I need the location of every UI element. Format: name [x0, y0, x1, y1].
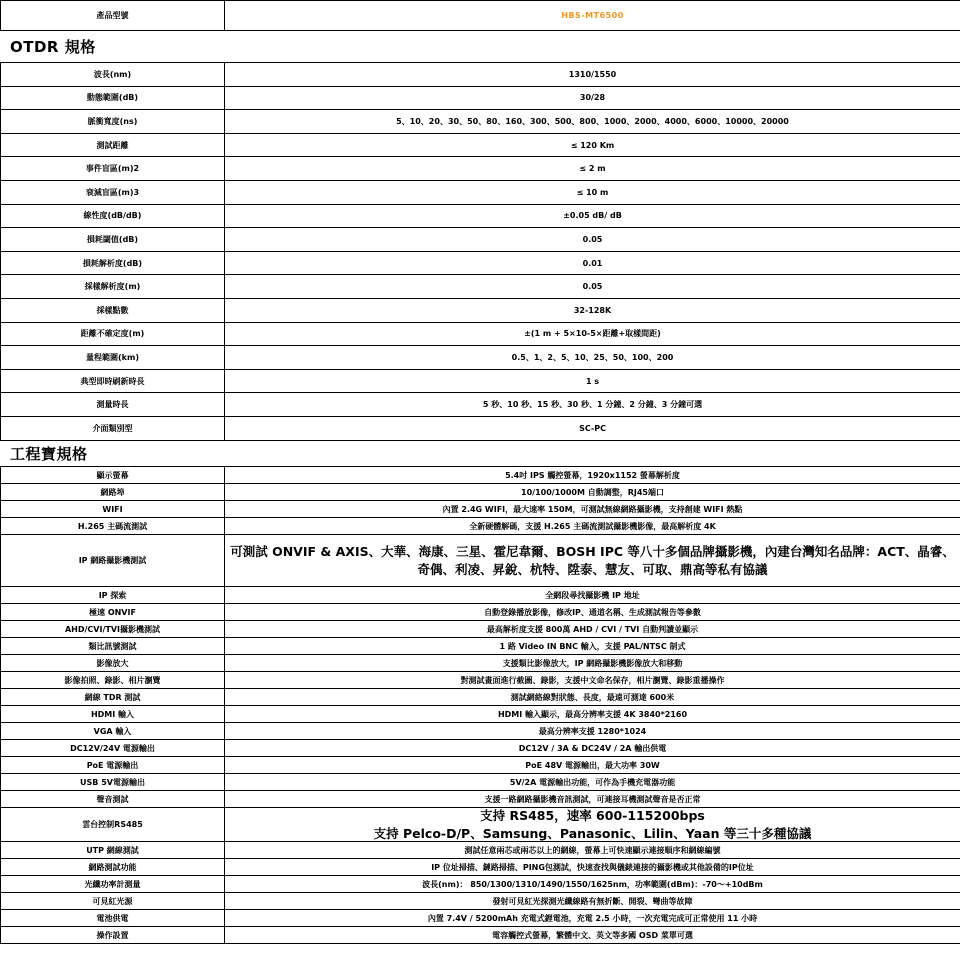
spec-value: 內置 2.4G WIFI，最大速率 150M，可測試無線網路攝影機，支持創建 WIFI 熱點: [224, 500, 960, 518]
spec-value: 可測試 ONVIF & AXIS、大華、海康、三星、霍尼韋爾、BOSH IPC 等八十多個品牌攝影機，內建台灣知名品牌：ACT、晶睿、奇偶、利凌、昇銳、杭特、陞泰、慧友、可取、鼎高等私有協議: [224, 534, 960, 587]
spec-label: 脈衝寬度(ns): [0, 109, 225, 134]
spec-label: 事件盲區(m)2: [0, 156, 225, 181]
spec-label: 類比訊號測試: [0, 637, 225, 655]
spec-row: [0, 926, 960, 943]
spec-row: [0, 180, 960, 204]
spec-label: IP 網路攝影機測試: [0, 534, 225, 587]
model-row: [0, 0, 960, 30]
spec-value: 5、10、20、30、50、80、160、300、500、800、1000、2000、4000、6000、10000、20000: [224, 109, 960, 134]
spec-row: [0, 909, 960, 926]
spec-row: [0, 500, 960, 517]
spec-row: [0, 705, 960, 722]
spec-label: 影像拍照、錄影、相片瀏覽: [0, 671, 225, 689]
spec-label: PoE 電源輸出: [0, 756, 225, 774]
spec-value: 全網段尋找攝影機 IP 地址: [224, 586, 960, 604]
spec-value: 1 路 Video IN BNC 輸入，支援 PAL/NTSC 制式: [224, 637, 960, 655]
spec-value: 10/100/1000M 自動調整，RJ45端口: [224, 483, 960, 501]
spec-row: [0, 722, 960, 739]
spec-value: 0.5、1、2、5、10、25、50、100、200: [224, 345, 960, 370]
spec-value: ±(1 m + 5×10-5×距離+取樣間距): [224, 322, 960, 347]
spec-row: [0, 274, 960, 298]
spec-value: PoE 48V 電源輸出，最大功率 30W: [224, 756, 960, 774]
spec-value: 內置 7.4V / 5200mAh 充電式鋰電池，充電 2.5 小時，一次充電完成可正常使用 11 小時: [224, 909, 960, 927]
spec-value: 自動登錄播放影像，修改IP、通道名稱、生成測試報告等參數: [224, 603, 960, 621]
spec-value: DC12V / 3A & DC24V / 2A 輸出供電: [224, 739, 960, 757]
spec-row: [0, 466, 960, 483]
spec-label: 線性度(dB/dB): [0, 204, 225, 229]
spec-value: 支援類比影像放大，IP 網路攝影機影像放大和移動: [224, 654, 960, 672]
spec-row: [0, 416, 960, 440]
spec-value: [224, 807, 960, 842]
spec-label: 雲台控制RS485: [0, 807, 225, 842]
spec-label: 網路埠: [0, 483, 225, 501]
spec-label: 採樣解析度(m): [0, 274, 225, 299]
spec-row: [0, 322, 960, 346]
spec-row: [0, 133, 960, 157]
otdr-section-title: OTDR 規格: [10, 37, 96, 56]
spec-label: 聲音測試: [0, 790, 225, 808]
spec-label: HDMI 輸入: [0, 705, 225, 723]
spec-value: 支援一路網路攝影機音訊測試，可連接耳機測試聲音是否正常: [224, 790, 960, 808]
spec-label: 採樣點數: [0, 298, 225, 323]
spec-value: IP 位址掃描、鏈路掃描、PING包測試，快速查找與儀錶連接的攝影機或其他設備的IP位址: [224, 858, 960, 876]
spec-label: 操作設置: [0, 926, 225, 944]
spec-row: [0, 790, 960, 807]
spec-label: 測試距離: [0, 133, 225, 158]
spec-label: AHD/CVI/TVI攝影機測試: [0, 620, 225, 638]
spec-label: 光纖功率計測量: [0, 875, 225, 893]
spec-value: ≤ 2 m: [224, 156, 960, 181]
spec-label: DC12V/24V 電源輸出: [0, 739, 225, 757]
spec-label: 網線 TDR 測試: [0, 688, 225, 706]
spec-label: H.265 主碼流測試: [0, 517, 225, 535]
spec-row: [0, 534, 960, 586]
spec-label: 損耗解析度(dB): [0, 251, 225, 276]
spec-row: [0, 227, 960, 251]
spec-value: 5V/2A 電源輸出功能，可作為手機充電器功能: [224, 773, 960, 791]
spec-row: [0, 204, 960, 228]
spec-label: 測量時長: [0, 392, 225, 417]
spec-label: 顯示螢幕: [0, 466, 225, 484]
spec-label: 波長(nm): [0, 62, 225, 87]
spec-row: [0, 109, 960, 133]
spec-value: ±0.05 dB/ dB: [224, 204, 960, 229]
spec-value: 發射可見紅光探測光纖線路有無折斷、開裂、彎曲等故障: [224, 892, 960, 910]
spec-value: 對測試畫面進行截圖、錄影，支援中文命名保存，相片瀏覽、錄影重播操作: [224, 671, 960, 689]
spec-value: 0.05: [224, 274, 960, 299]
spec-value: 0.01: [224, 251, 960, 276]
model-value: HBS-MT6500: [224, 0, 960, 31]
spec-row: [0, 517, 960, 534]
spec-row: [0, 345, 960, 369]
spec-label: 網路測試功能: [0, 858, 225, 876]
spec-row: [0, 841, 960, 858]
spec-value: ≤ 10 m: [224, 180, 960, 205]
spec-row: [0, 688, 960, 705]
spec-row: [0, 298, 960, 322]
spec-label: IP 探索: [0, 586, 225, 604]
spec-row: [0, 603, 960, 620]
spec-row: [0, 251, 960, 275]
spec-row: [0, 892, 960, 909]
spec-label: 典型即時刷新時長: [0, 369, 225, 394]
spec-value: 全新硬體解碼，支援 H.265 主碼流測試攝影機影像，最高解析度 4K: [224, 517, 960, 535]
model-label: 產品型號: [0, 0, 225, 31]
spec-value: 波長(nm)： 850/1300/1310/1490/1550/1625nm，功率範圍(dBm)：-70～+10dBm: [224, 875, 960, 893]
spec-label: 可見紅光源: [0, 892, 225, 910]
spec-value: 30/28: [224, 86, 960, 111]
spec-row: [0, 875, 960, 892]
spec-row: [0, 156, 960, 180]
spec-row: [0, 637, 960, 654]
spec-label: USB 5V電源輸出: [0, 773, 225, 791]
spec-label: VGA 輸入: [0, 722, 225, 740]
spec-value: ≤ 120 Km: [224, 133, 960, 158]
spec-label: 介面類別型: [0, 416, 225, 441]
spec-row: [0, 858, 960, 875]
spec-row: [0, 483, 960, 500]
spec-value: SC-PC: [224, 416, 960, 441]
spec-value: HDMI 輸入顯示，最高分辨率支援 4K 3840*2160: [224, 705, 960, 723]
spec-value: 1 s: [224, 369, 960, 394]
spec-row: [0, 773, 960, 790]
spec-value: 最高分辨率支援 1280*1024: [224, 722, 960, 740]
spec-value: 測試網絡線對狀態、長度，最遠可測達 600米: [224, 688, 960, 706]
spec-row: [0, 654, 960, 671]
spec-row: [0, 86, 960, 110]
spec-row: [0, 756, 960, 773]
spec-value: 電容觸控式螢幕，繁體中文、英文等多國 OSD 菜單可選: [224, 926, 960, 944]
spec-label: 極速 ONVIF: [0, 603, 225, 621]
spec-row: [0, 671, 960, 688]
spec-label: 損耗閾值(dB): [0, 227, 225, 252]
spec-label: UTP 網線測試: [0, 841, 225, 859]
spec-label: 距離不確定度(m): [0, 322, 225, 347]
spec-row: [0, 62, 960, 86]
spec-row: [0, 620, 960, 637]
spec-value: 測試任意兩芯或兩芯以上的網線，螢幕上可快速顯示連接順序和網線編號: [224, 841, 960, 859]
spec-value-line: 支持 RS485，速率 600-115200bps: [480, 807, 705, 823]
spec-value: 5 秒、10 秒、15 秒、30 秒、1 分鐘、2 分鐘、3 分鐘可選: [224, 392, 960, 417]
spec-label: 電池供電: [0, 909, 225, 927]
spec-row: [0, 392, 960, 416]
spec-value: 0.05: [224, 227, 960, 252]
spec-label: 影像放大: [0, 654, 225, 672]
spec-row: [0, 369, 960, 393]
spec-value: 最高解析度支援 800萬 AHD / CVI / TVI 自動判讀並顯示: [224, 620, 960, 638]
spec-label: WIFI: [0, 500, 225, 518]
engineering-section-title: 工程寶規格: [10, 444, 88, 463]
spec-value-line: 支持 Pelco-D/P、Samsung、Panasonic、Lilin、Yaan 等三十多種協議: [373, 825, 812, 841]
spec-row: [0, 586, 960, 603]
spec-value: 32-128K: [224, 298, 960, 323]
spec-value: 1310/1550: [224, 62, 960, 87]
spec-row: [0, 807, 960, 841]
spec-row: [0, 739, 960, 756]
spec-value: 5.4吋 IPS 觸控螢幕，1920x1152 螢幕解析度: [224, 466, 960, 484]
spec-label: 動態範圍(dB): [0, 86, 225, 111]
spec-label: 衰減盲區(m)3: [0, 180, 225, 205]
spec-label: 量程範圍(km): [0, 345, 225, 370]
